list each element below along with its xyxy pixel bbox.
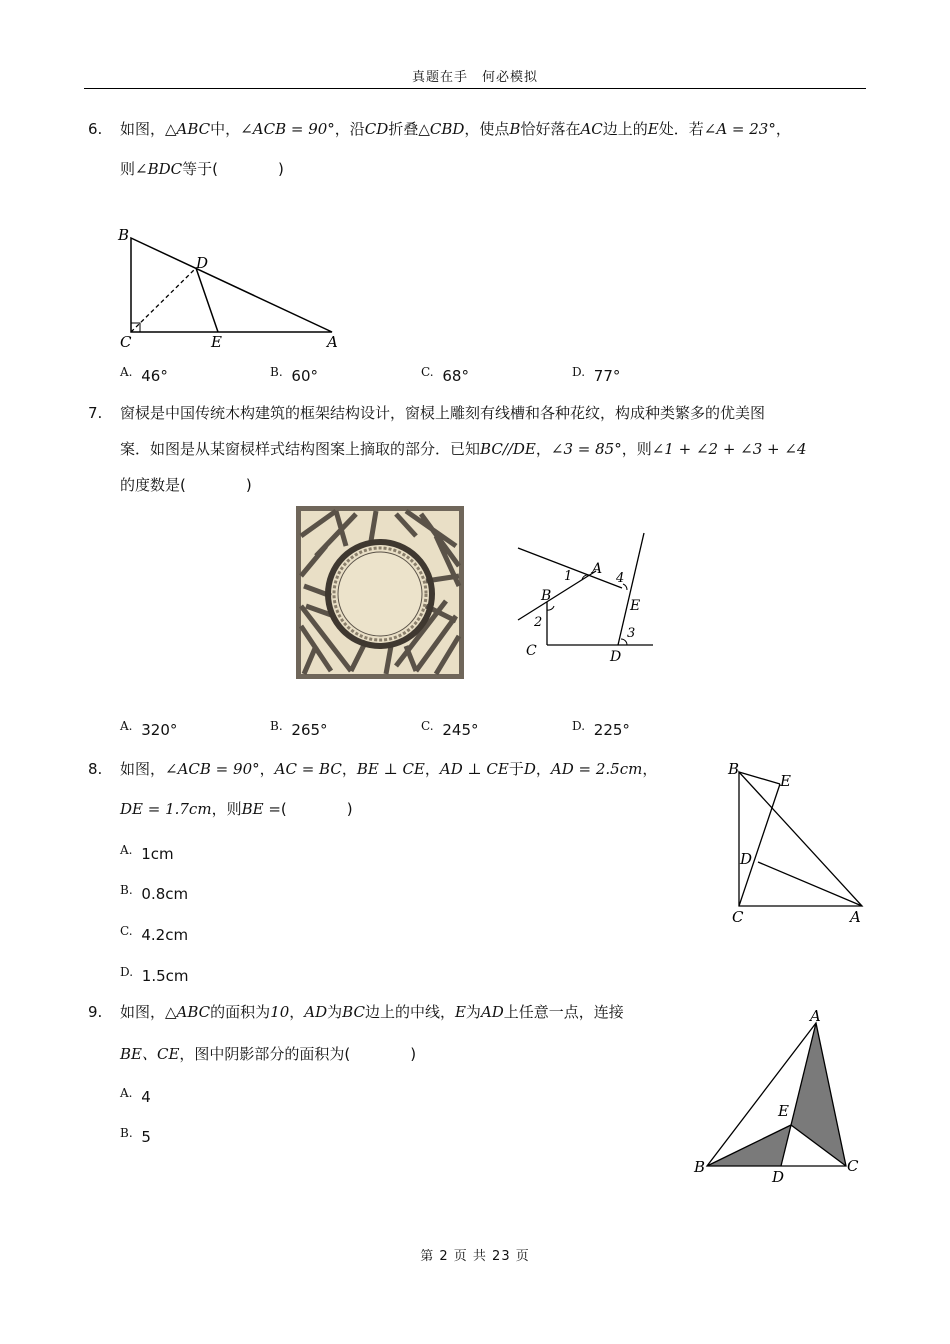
label-angle-4: 4 xyxy=(616,571,625,586)
math: BC//DE xyxy=(480,440,536,458)
page-footer: 第 2 页 共 23 页 xyxy=(420,1249,530,1264)
label-angle-3: 3 xyxy=(627,626,636,641)
option-letter: B. xyxy=(270,719,283,733)
option-value: 245° xyxy=(442,721,479,739)
fold-line-cd xyxy=(131,268,196,332)
q8-option-a[interactable] xyxy=(120,840,174,863)
q7-option-b[interactable] xyxy=(270,716,328,739)
math: ∠ACB = 90° xyxy=(240,120,335,138)
label-angle-2: 2 xyxy=(534,615,543,630)
label-e: E xyxy=(630,598,641,614)
option-letter: D. xyxy=(120,965,134,979)
text: 如图， xyxy=(120,760,166,778)
math: BC xyxy=(342,1003,365,1021)
q6-triangle-figure xyxy=(110,222,350,357)
triangle-abc xyxy=(131,238,332,332)
option-letter: B. xyxy=(270,365,283,379)
text: 边上的 xyxy=(602,120,648,138)
option-value: 68° xyxy=(442,367,469,385)
math: AD xyxy=(480,1003,504,1021)
text: ( ) xyxy=(280,800,353,818)
q7-option-a[interactable] xyxy=(120,716,178,739)
text: ， xyxy=(535,760,551,778)
q7-stem-line3: 的度数是( ) xyxy=(120,476,252,494)
label-c: C xyxy=(526,643,537,659)
option-value: 5 xyxy=(141,1128,151,1146)
text: ，则 xyxy=(621,440,652,458)
math: BE = xyxy=(241,800,281,818)
option-value: 4 xyxy=(141,1088,151,1106)
text: ， xyxy=(535,440,551,458)
q8-option-b[interactable] xyxy=(120,880,189,903)
q7-option-c[interactable] xyxy=(421,716,479,739)
q7-stem-line1: 窗棂是中国传统木构建筑的框架结构设计，窗棂上雕刻有线槽和各种花纹，构成种类繁多的优美图 xyxy=(120,404,766,422)
label-c: C xyxy=(732,908,744,926)
text: 于 xyxy=(508,760,524,778)
q9-stem-line2 xyxy=(120,1043,416,1064)
label-d: D xyxy=(610,649,622,665)
label-b: B xyxy=(728,760,740,778)
text: 则 xyxy=(120,160,136,178)
text: ，沿 xyxy=(334,120,365,138)
option-letter: C. xyxy=(120,924,133,938)
text: ，图中阴影部分的面积为( ) xyxy=(179,1045,417,1063)
math: ∠3 = 85° xyxy=(550,440,622,458)
text: 为 xyxy=(327,1003,343,1021)
math: △ABC xyxy=(165,1003,211,1021)
triangle-abc xyxy=(739,772,862,906)
q6-stem-line1 xyxy=(120,118,791,139)
q8-number: 8. xyxy=(88,760,103,778)
math: AD ⊥ CE xyxy=(439,760,509,778)
text: ， xyxy=(259,760,275,778)
math: AC xyxy=(580,120,603,138)
text: 如图， xyxy=(120,120,166,138)
line-ce xyxy=(739,784,780,906)
q9-number: 9. xyxy=(88,1003,103,1021)
label-a: A xyxy=(810,1007,821,1025)
option-value: 77° xyxy=(593,367,621,385)
math: E xyxy=(454,1003,466,1021)
option-value: 265° xyxy=(291,721,328,739)
option-letter: C. xyxy=(421,365,434,379)
q8-triangle-figure xyxy=(722,756,872,928)
q8-option-d[interactable] xyxy=(120,962,189,985)
q9-stem-line1 xyxy=(120,1001,624,1022)
q6-option-c[interactable] xyxy=(421,362,469,385)
q6-option-a[interactable] xyxy=(120,362,168,385)
q9-option-b[interactable] xyxy=(120,1123,151,1146)
segment-ad xyxy=(758,862,862,906)
label-e: E xyxy=(778,1102,789,1120)
label-angle-1: 1 xyxy=(564,569,573,584)
label-e: E xyxy=(780,772,791,790)
label-a: A xyxy=(850,908,861,926)
text: ， xyxy=(289,1003,305,1021)
q7-window-lattice-image xyxy=(296,506,464,679)
text: 如图， xyxy=(120,1003,166,1021)
text: 案．如图是从某窗棂样式结构图案上摘取的部分．已知 xyxy=(120,440,481,458)
q7-angle-figure xyxy=(510,528,660,668)
math: △ABC xyxy=(165,120,211,138)
q8-option-c[interactable] xyxy=(120,921,189,944)
math: 10 xyxy=(270,1003,290,1021)
label-b: B xyxy=(541,588,552,604)
option-value: 320° xyxy=(141,721,178,739)
q6-option-d[interactable] xyxy=(572,362,621,385)
math: AD = 2.5cm xyxy=(550,760,643,778)
text: 中， xyxy=(210,120,241,138)
math: DE = 1.7cm xyxy=(120,800,212,818)
q6-option-b[interactable] xyxy=(270,362,319,385)
option-letter: A. xyxy=(120,365,133,379)
math: BE ⊥ CE xyxy=(356,760,425,778)
option-value: 46° xyxy=(141,367,168,385)
option-value: 0.8cm xyxy=(141,885,189,903)
label-e: E xyxy=(211,333,222,351)
label-b: B xyxy=(118,226,130,244)
q9-option-a[interactable] xyxy=(120,1083,151,1106)
math: AC = BC xyxy=(274,760,342,778)
math: AD xyxy=(304,1003,328,1021)
option-letter: A. xyxy=(120,843,133,857)
math: CD xyxy=(364,120,389,138)
text: 边上的中线， xyxy=(364,1003,455,1021)
option-letter: B. xyxy=(120,883,133,897)
label-d: D xyxy=(772,1168,785,1186)
text: ， xyxy=(775,120,791,138)
math: B xyxy=(509,120,521,138)
text: 恰好落在 xyxy=(520,120,581,138)
q6-stem-line2 xyxy=(120,158,284,179)
math: ∠ACB = 90° xyxy=(165,760,260,778)
text: ，则 xyxy=(211,800,242,818)
q7-option-d[interactable] xyxy=(572,716,630,739)
option-value: 1cm xyxy=(141,845,174,863)
label-b: B xyxy=(694,1158,706,1176)
label-d: D xyxy=(740,850,753,868)
text: ， xyxy=(642,760,658,778)
math: ∠BDC xyxy=(135,160,183,178)
math: E xyxy=(647,120,659,138)
text: ， xyxy=(424,760,440,778)
label-c: C xyxy=(847,1157,859,1175)
option-value: 60° xyxy=(291,367,319,385)
q7-stem-line2 xyxy=(120,438,807,459)
line-ba xyxy=(518,571,596,620)
label-c: C xyxy=(120,333,132,351)
text: 的面积为 xyxy=(210,1003,271,1021)
text: ，使点 xyxy=(464,120,510,138)
option-letter: D. xyxy=(572,719,586,733)
option-value: 4.2cm xyxy=(141,926,189,944)
text: 等于( ) xyxy=(182,160,284,178)
q7-number: 7. xyxy=(88,404,103,422)
label-a: A xyxy=(592,561,603,577)
math: ∠1 + ∠2 + ∠3 + ∠4 xyxy=(651,440,807,458)
text: 处．若 xyxy=(658,120,704,138)
text: ， xyxy=(341,760,357,778)
q6-number: 6. xyxy=(88,120,103,138)
text: 上任意一点，连接 xyxy=(503,1003,624,1021)
option-letter: D. xyxy=(572,365,586,379)
option-letter: C. xyxy=(421,719,434,733)
option-letter: A. xyxy=(120,1086,133,1100)
header-rule xyxy=(84,88,866,89)
math: ∠A = 23° xyxy=(703,120,776,138)
math: D xyxy=(523,760,536,778)
q9-shaded-triangle-figure xyxy=(690,1006,865,1188)
page-header: 真题在手 何必模拟 xyxy=(411,70,538,85)
q8-stem-line1 xyxy=(120,758,657,779)
option-value: 1.5cm xyxy=(141,967,189,985)
label-d: D xyxy=(196,254,209,272)
lattice-center xyxy=(338,552,422,636)
label-a: A xyxy=(327,333,338,351)
math: △CBD xyxy=(418,120,465,138)
option-letter: B. xyxy=(120,1126,133,1140)
text: 折叠 xyxy=(388,120,419,138)
q8-stem-line2 xyxy=(120,798,353,819)
math: BE、CE xyxy=(120,1045,180,1063)
option-letter: A. xyxy=(120,719,133,733)
angle-mark-2 xyxy=(547,606,554,610)
text: 为 xyxy=(465,1003,481,1021)
option-value: 225° xyxy=(593,721,630,739)
